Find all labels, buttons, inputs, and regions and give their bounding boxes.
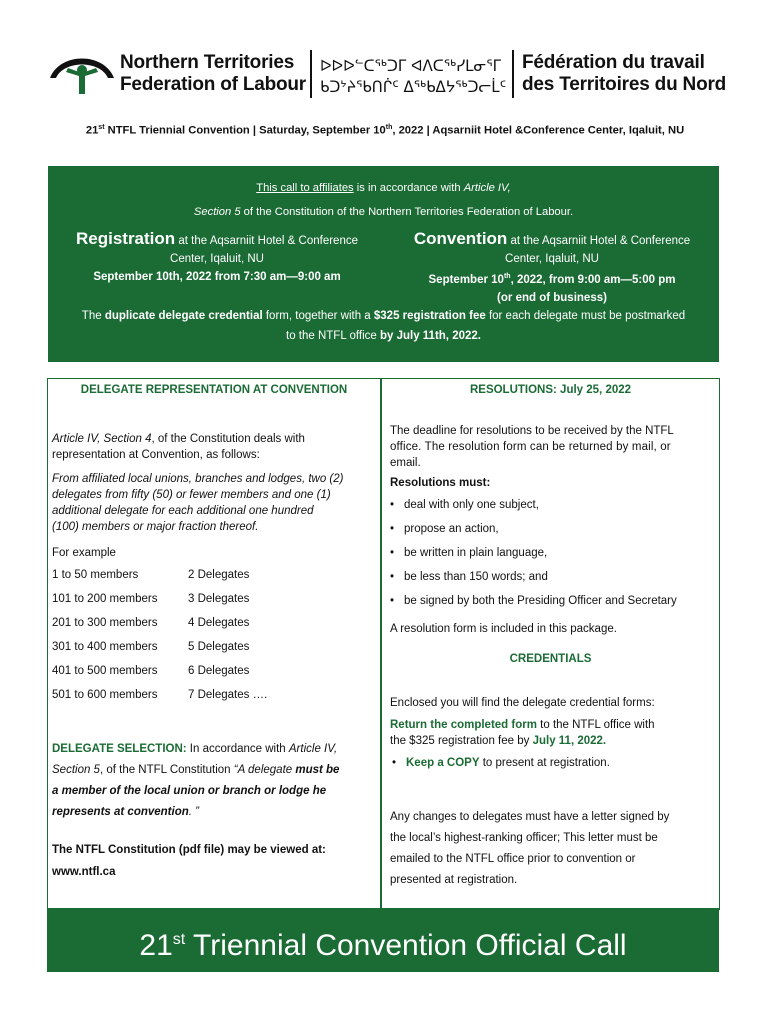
callout-intro: This call to affiliates is in accordance with Article IV, [256, 182, 511, 194]
ntfl-logo-icon [46, 48, 118, 100]
official-call-banner: 21st Triennial Convention Official Call [47, 908, 719, 972]
table-row: 1 to 50 members 2 Delegates [52, 569, 250, 581]
credentials-enclosed: Enclosed you will find the delegate credential forms: [390, 697, 655, 709]
delegate-representation-panel [47, 378, 381, 910]
credentials-heading: CREDENTIALS [509, 653, 592, 665]
divider [512, 50, 514, 98]
event-subline: 21st NTFL Triennial Convention | Saturday, September 10th, 2022 | Aqsarniit Hotel &Conference Center, Iqaluit, NU [85, 124, 685, 137]
delegate-selection: DELEGATE SELECTION: In accordance with Article IV, Section 5, of the NTFL Constitution “A delegate must be a member of the local union or branch or lodge he represents at convention. ” [52, 743, 340, 818]
delegate-changes-note: Any changes to delegates must have a letter signed by the local’s highest-ranking officer; This letter must be emailed to the NTFL office prior to convention or presented at registration. [390, 811, 670, 886]
org-name-english: Northern Territories Federation of Labour [120, 52, 307, 95]
list-item: • propose an action, [390, 523, 499, 535]
table-row: 401 to 500 members 6 Delegates [52, 665, 250, 677]
article-text: Article IV, Section 4, of the Constitution deals with representation at Convention, as follows: [52, 433, 305, 461]
affiliates-link[interactable]: This call to affiliates [256, 182, 354, 194]
divider [310, 50, 312, 98]
representation-quote: From affiliated local unions, branches and lodges, two (2) delegates from fifty (50) or fewer members and one (1) additional delegate for each additional one hundred (100) members or major fraction thereof. [52, 473, 344, 533]
registration-info: Registration at the Aqsarniit Hotel & Conference Center, Iqaluit, NU September 10th, 2022 from 7:30 am—9:00 am [75, 229, 358, 283]
resolutions-heading: RESOLUTIONS: July 25, 2022 [469, 384, 632, 396]
for-example-label: For example [52, 547, 116, 559]
resolutions-deadline: The deadline for resolutions to be received by the NTFL office. The resolution form can be returned by mail, or email. [390, 425, 674, 469]
ntfl-website-link[interactable]: www.ntfl.ca [52, 866, 116, 878]
table-row: 201 to 300 members 4 Delegates [52, 617, 250, 629]
delegate-representation-heading: DELEGATE REPRESENTATION AT CONVENTION [80, 384, 348, 396]
list-item: • be written in plain language, [390, 547, 547, 559]
callout-section: Section 5 of the Constitution of the Northern Territories Federation of Labour. [193, 206, 574, 218]
list-item: • Keep a COPY to present at registration. [392, 757, 610, 769]
constitution-note: The NTFL Constitution (pdf file) may be viewed at: www.ntfl.ca [52, 839, 378, 883]
resolutions-panel [381, 378, 720, 910]
list-item: • deal with only one subject, [390, 499, 539, 511]
table-row: 301 to 400 members 5 Delegates [52, 641, 250, 653]
convention-info: Convention at the Aqsarniit Hotel & Conference Center, Iqaluit, NU September 10th, 2022, from 9:00 am—5:00 pm (or end of business) [413, 229, 691, 304]
resolutions-must-label: Resolutions must: [390, 477, 491, 489]
convention-callout [48, 166, 719, 362]
list-item: • be less than 150 words; and [390, 571, 548, 583]
org-name-inuktitut: ᐅᐅᐅᓪᑕᖅᑐᒥ ᐊᐱᑕᖅᓯᒪᓂᕐᒥ ᑲᑐᔾᔨᖃᑎᒌᑦ ᐃᖅᑲᐃᔭᖅᑐᓕᒫᑦ [320, 57, 507, 96]
resolution-form-note: A resolution form is included in this package. [390, 623, 617, 635]
duplicate-credential-notice: The duplicate delegate credential form, together with a $325 registration fee for each delegate must be postmarked to the NTFL office by July 11th, 2022. [81, 310, 686, 342]
table-row: 501 to 600 members 7 Delegates …. [52, 689, 268, 701]
credentials-return: Return the completed form to the NTFL office with the $325 registration fee by July 11, 2022. [390, 719, 655, 747]
list-item: • be signed by both the Presiding Officer and Secretary [390, 595, 677, 607]
org-name-french: Fédération du travail des Territoires du Nord [522, 52, 727, 95]
table-row: 101 to 200 members 3 Delegates [52, 593, 250, 605]
